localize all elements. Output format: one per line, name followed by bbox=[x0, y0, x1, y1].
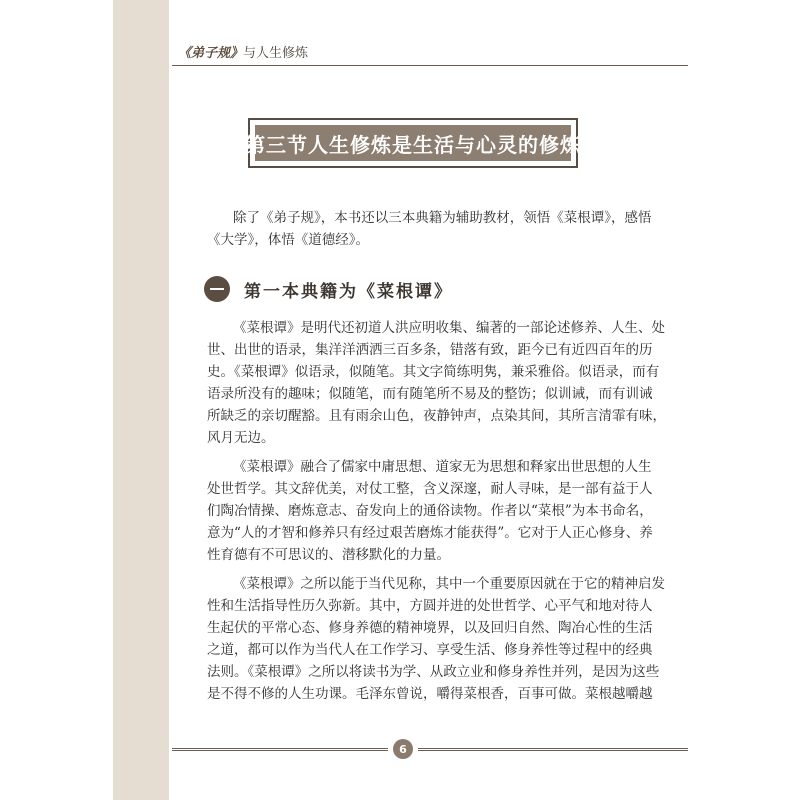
text-line: 性育德有不可思议的、潜移默化的力量。 bbox=[207, 547, 450, 563]
text-line: 《菜根谭》融合了儒家中庸思想、道家无为思想和释家出世思想的人生 bbox=[233, 459, 652, 475]
text-line: 生起伏的平常心态、修身养德的精神境界，以及回归自然、陶冶心性的生活 bbox=[207, 620, 653, 636]
body-paragraph-1 bbox=[207, 317, 666, 449]
header-subtitle: 与人生修炼 bbox=[243, 46, 309, 61]
footer-rule-right bbox=[418, 748, 688, 751]
section-title-box bbox=[245, 118, 581, 168]
section-title-banner bbox=[245, 125, 581, 161]
text-line: 《大学》，体悟《道德经》。 bbox=[207, 232, 369, 248]
subsection-title: 第一本典籍为《菜根谭》 bbox=[244, 281, 453, 302]
header-rule bbox=[172, 65, 688, 66]
footer-rule-left bbox=[172, 748, 388, 751]
text-line: 们陶冶情操、磨炼意志、奋发向上的通俗读物。作者以“菜根”为本书命名， bbox=[207, 503, 653, 519]
text-line: 史。《菜根谭》似语录，似随笔。其文字简练明隽，兼采雅俗。似语录，而有 bbox=[207, 364, 660, 380]
subsection-heading bbox=[204, 276, 453, 302]
text-line: 所缺乏的亲切醒豁。且有雨余山色，夜静钟声，点染其间，其所言清霏有味， bbox=[207, 408, 666, 424]
body-paragraph-3 bbox=[207, 573, 665, 705]
text-line: 《菜根谭》是明代还初道人洪应明收集、编著的一部论述修养、人生、处 bbox=[233, 320, 665, 336]
body-paragraph-2 bbox=[207, 456, 653, 566]
running-header bbox=[178, 42, 308, 61]
book-spine-band bbox=[113, 0, 169, 800]
text-line: 《菜根谭》之所以能于当代见称，其中一个重要原因就在于它的精神启发 bbox=[233, 576, 665, 592]
dash-circle-icon bbox=[204, 276, 230, 302]
text-line: 法则。《菜根谭》之所以将读书为学、从政立业和修身养性并列，是因为这些 bbox=[207, 664, 660, 680]
text-line: 性和生活指导性历久弥新。其中，方圆并进的处世哲学、心平气和地对待人 bbox=[207, 598, 653, 614]
text-line: 意为“人的才智和修养只有经过艰苦磨炼才能获得”。它对于人正心修身、养 bbox=[207, 525, 653, 541]
text-line: 风月无边。 bbox=[207, 430, 275, 446]
text-line: 处世哲学。其文辞优美，对仗工整，含义深邃，耐人寻味，是一部有益于人 bbox=[207, 481, 653, 497]
text-line: 除了《弟子规》，本书还以三本典籍为辅助教材，领悟《菜根谭》，感悟 bbox=[233, 210, 652, 226]
intro-paragraph bbox=[207, 207, 652, 251]
header-book-title: 《弟子规》 bbox=[178, 46, 244, 61]
section-title: 人生修炼是生活与心灵的修炼 bbox=[308, 132, 581, 157]
text-line: 世、出世的语录，集洋洋洒洒三百多条，错落有致，距今已有近四百年的历 bbox=[207, 342, 653, 358]
text-line: 是不得不修的人生功课。毛泽东曾说，嚼得菜根香，百事可做。菜根越嚼越 bbox=[207, 686, 653, 702]
section-number: 第三节 bbox=[245, 132, 308, 157]
page-number-badge: 6 bbox=[393, 739, 413, 759]
text-line: 之道，都可以作为当代人在工作学习、享受生活、修身养性等过程中的经典 bbox=[207, 642, 653, 658]
text-line: 语录所没有的趣味；似随笔，而有随笔所不易及的整饬；似训诫，而有训诫 bbox=[207, 386, 653, 402]
